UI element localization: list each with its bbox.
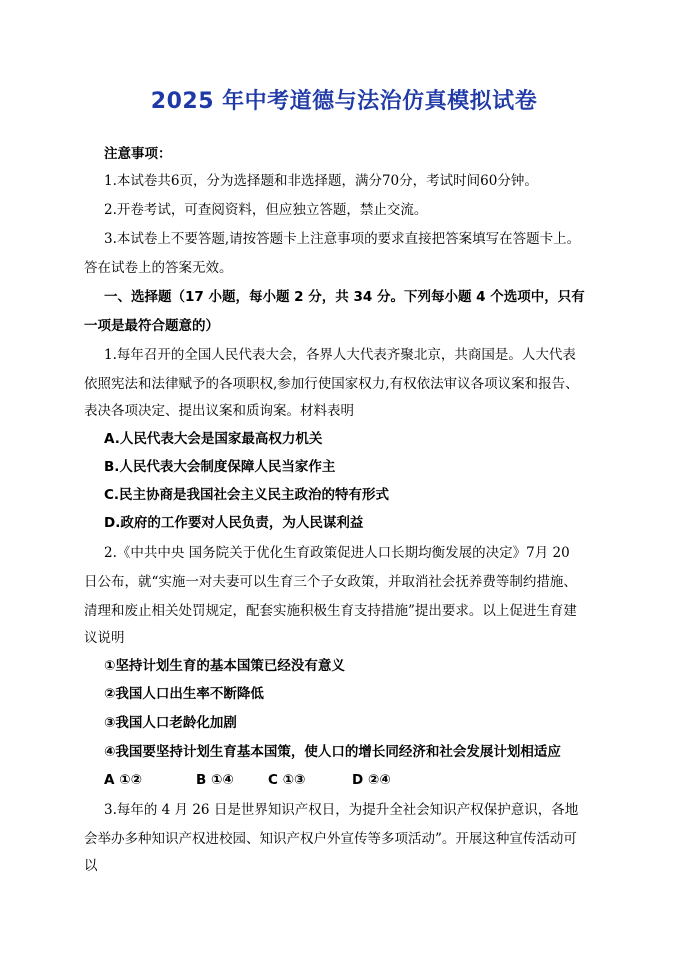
question-1-stem: 表决各项决定、提出议案和质询案。材料表明 [84,403,354,419]
question-3-stem: 3.每年的 4 月 26 日是世界知识产权日，为提升全社会知识产权保护意识，各地 [104,802,579,818]
notice-item: 3.本试卷上不要答题,请按答题卡上注意事项的要求直接把答案填写在答题卡上。 [104,231,581,247]
question-2-choice-c: C ①③ [268,772,306,788]
question-1-stem: 1.每年召开的全国人民代表大会，各界人大代表齐聚北京，共商国是。人大代表 [104,347,576,363]
question-1-stem: 依照宪法和法律赋予的各项职权,参加行使国家权力,有权依法审议各项议案和报告、 [84,376,579,392]
question-3-stem: 以 [84,858,98,874]
notice-heading: 注意事项： [104,146,172,162]
question-1-option-d: D.政府的工作要对人民负责，为人民谋利益 [104,515,364,531]
question-2-statement-1: ①坚持计划生育的基本国策已经没有意义 [104,658,345,674]
exam-title: 2025 年中考道德与法治仿真模拟试卷 [150,89,538,114]
question-2-choice-b: B ①④ [196,772,234,788]
question-1-option-b: B.人民代表大会制度保障人民当家作主 [104,459,336,475]
question-2-choices [104,771,644,789]
question-1-option-a: A.人民代表大会是国家最高权力机关 [104,431,323,447]
question-2-stem: 清理和废止相关处罚规定，配套实施积极生育支持措施”提出要求。以上促进生育建 [84,603,577,619]
question-2-stem: 议说明 [84,630,125,646]
question-1-option-c: C.民主协商是我国社会主义民主政治的特有形式 [104,487,390,503]
notice-item: 1.本试卷共6页，分为选择题和非选择题，满分70分，考试时间60分钟。 [104,173,538,189]
question-2-statement-2: ②我国人口出生率不断降低 [104,686,264,702]
question-2-statement-3: ③我国人口老龄化加剧 [104,715,237,731]
question-2-choice-d: D ②④ [352,772,391,788]
section-heading-continued: 一项是最符合题意的） [84,318,219,334]
section-heading: 一、选择题（17 小题，每小题 2 分，共 34 分。下列每小题 4 个选项中，只有 [104,289,585,305]
question-2-statement-4: ④我国要坚持计划生育基本国策，使人口的增长同经济和社会发展计划相适应 [104,744,561,760]
notice-item: 2.开卷考试，可查阅资料，但应独立答题，禁止交流。 [104,202,428,218]
notice-item: 答在试卷上的答案无效。 [84,260,233,276]
question-3-stem: 会举办多种知识产权进校园、知识产权户外宣传等多项活动”。开展这种宣传活动可 [84,831,577,847]
question-2-stem: 日公布，就“实施一对夫妻可以生育三个子女政策，并取消社会抚养费等制约措施、 [84,574,577,590]
question-2-stem: 2.《中共中央 国务院关于优化生育政策促进人口长期均衡发展的决定》7月 20 [104,545,570,561]
question-2-choice-a: A ①② [104,772,143,788]
